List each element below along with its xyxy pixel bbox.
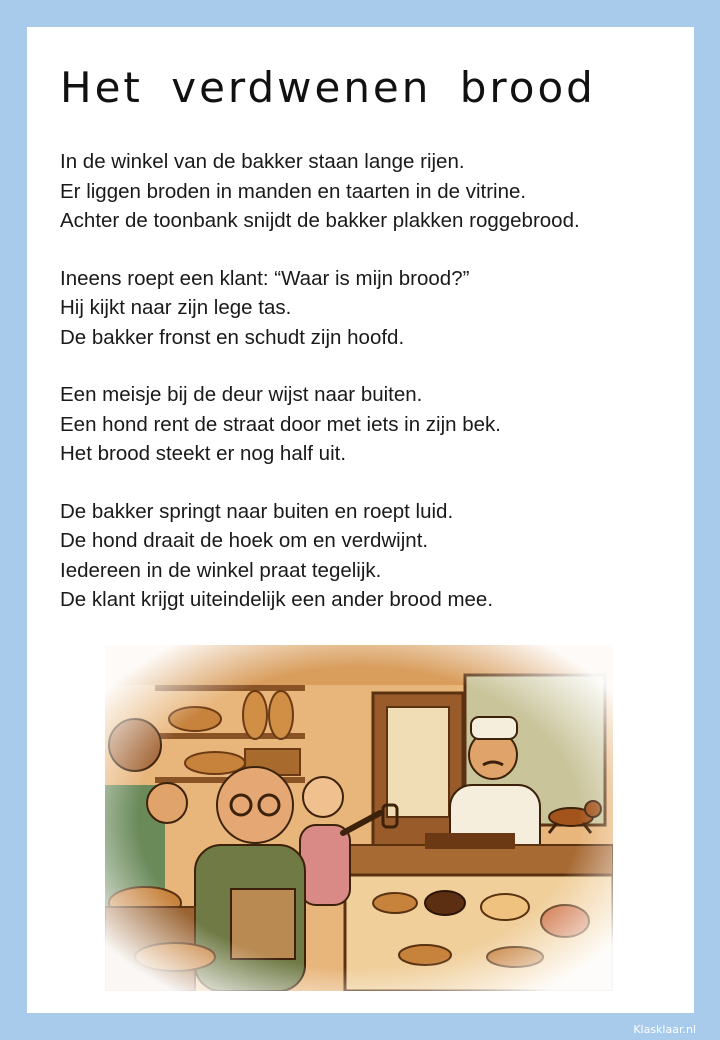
bakery-illustration [105,645,613,991]
story-line: Er liggen broden in manden en taarten in de vitrine. [60,179,527,203]
story-line: Ineens roept een klant: “Waar is mijn brood?” [60,266,470,290]
story-line: De hond draait de hoek om en verdwijnt. [60,529,429,552]
story-line: Het brood steekt er nog half uit. [60,442,347,465]
story-line: Een hond rent de straat door met iets in zijn bek. [60,412,502,436]
story-line: Hij kijkt naar zijn lege tas. [60,296,292,319]
story-line: Iedereen in de winkel praat tegelijk. [60,558,382,582]
story-line: Een meisje bij de deur wijst naar buiten. [60,383,423,406]
story-text [60,147,680,643]
page-title: Het verdwenen brood [60,63,596,112]
story-line: In de winkel van de bakker staan lange rijen. [60,150,465,173]
worksheet-card [27,27,694,1013]
story-line: Achter de toonbank snijdt de bakker plakken roggebrood. [60,209,580,232]
story-line: De klant krijgt uiteindelijk een ander brood mee. [60,588,494,611]
paragraph-4 [60,497,680,615]
paragraph-2 [60,264,680,353]
paragraph-3 [60,380,680,469]
story-line: De bakker fronst en schudt zijn hoofd. [60,325,405,349]
footer-brand: Klasklaar.nl [633,1023,696,1036]
paragraph-1 [60,147,680,236]
story-line: De bakker springt naar buiten en roept luid. [60,499,454,523]
